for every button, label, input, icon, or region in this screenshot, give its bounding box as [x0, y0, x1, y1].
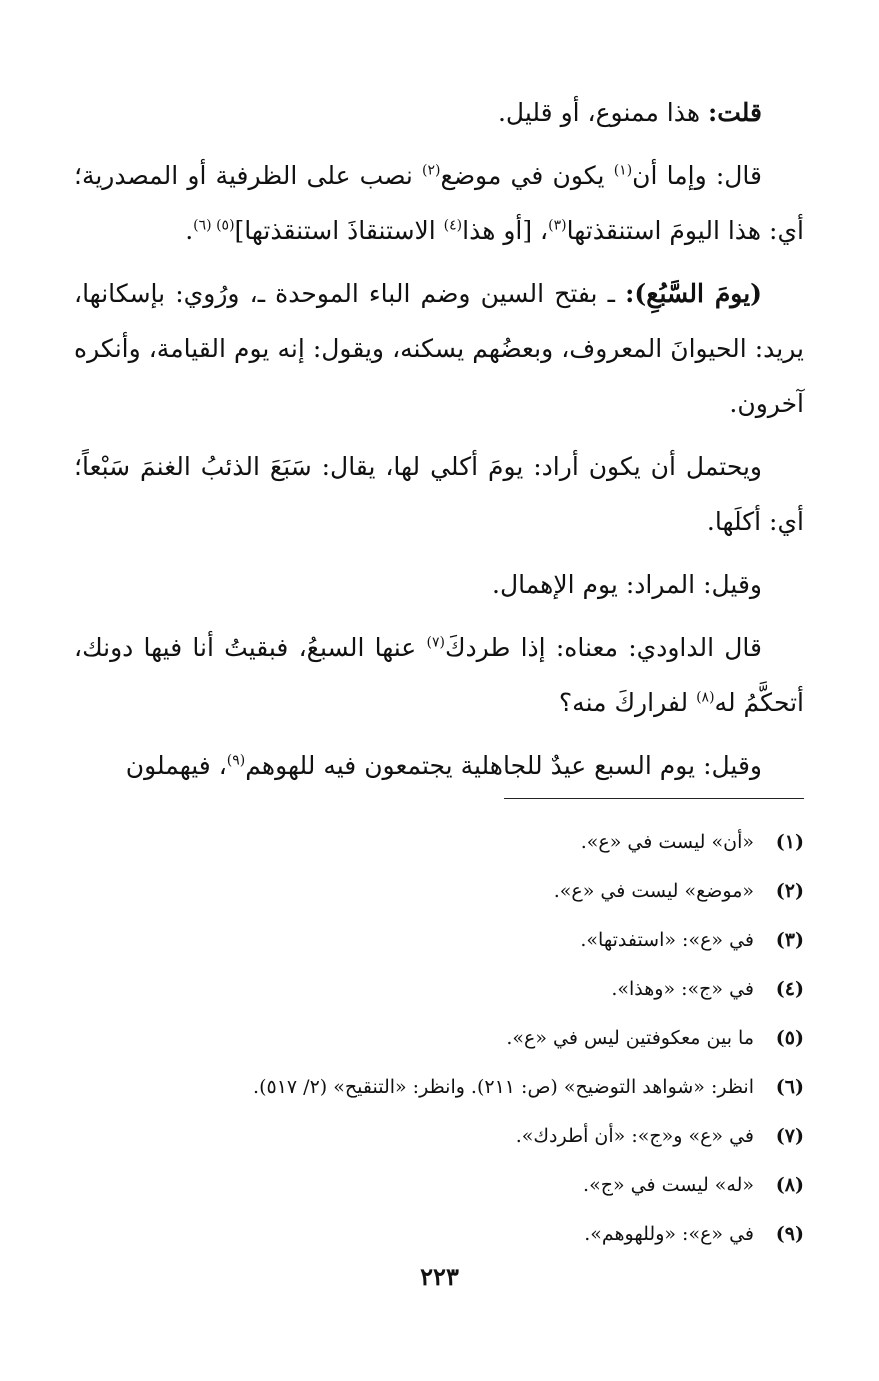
footnote-text: في «ع»: «وللهوهم».: [584, 1223, 754, 1245]
headword-yawm-alsabu: (يومَ السَّبُعِ):: [625, 279, 762, 308]
qult-label: قلت:: [707, 98, 762, 127]
footnote-ref[interactable]: (١): [613, 162, 633, 179]
footnote-text: «له» ليست في «ج».: [583, 1174, 754, 1196]
footnote-divider: [504, 798, 804, 799]
footnote-ref[interactable]: (٣): [548, 217, 567, 234]
text-run: الاستنقاذَ استنقذتها]: [234, 216, 444, 245]
footnote-ref[interactable]: (٨): [696, 689, 715, 706]
footnote-item: [74, 1161, 804, 1210]
footnotes-section: [74, 818, 804, 1259]
footnote-item: [74, 818, 804, 867]
footnote-text: في «ع»: «استفدتها».: [580, 929, 754, 951]
footnote-item: [74, 1112, 804, 1161]
main-text: [74, 85, 804, 793]
paragraph-2: [74, 148, 804, 258]
footnote-item: [74, 965, 804, 1014]
footnote-item: [74, 1014, 804, 1063]
text-run: ، فيهملون: [125, 751, 227, 780]
footnote-text: في «ج»: «وهذا».: [611, 978, 754, 1000]
text-run: وقيل: المراد: يوم الإهمال.: [492, 570, 762, 599]
text-run: عنها السبعُ، فبقيتُ أنا فيها دونك، أتحكَّمُ له: [74, 633, 804, 717]
footnote-item: [74, 867, 804, 916]
footnote-ref[interactable]: (٥): [216, 217, 235, 234]
footnote-ref[interactable]: (٢): [422, 162, 441, 179]
footnote-text: «موضع» ليست في «ع».: [553, 880, 754, 902]
footnote-ref[interactable]: (٤): [443, 217, 463, 234]
footnote-ref[interactable]: (٧): [426, 634, 445, 651]
text-run: ويحتمل أن يكون أراد: يومَ أكلي لها، يقال: سَبَعَ الذئبُ الغنمَ سَبْعاً؛ أي: أكلَها.: [74, 452, 804, 536]
footnote-number: (٣): [775, 929, 804, 951]
paragraph-3: [74, 266, 804, 431]
footnote-item: [74, 1063, 804, 1112]
text-run: يكون في موضع: [440, 161, 614, 190]
footnote-number: (٨): [775, 1174, 804, 1196]
text-run: قال: وإما أن: [632, 161, 762, 190]
footnote-text: «أن» ليست في «ع».: [580, 831, 754, 853]
footnote-number: (٩): [775, 1223, 804, 1245]
footnote-text: في «ع» و«ج»: «أن أطردك».: [515, 1125, 754, 1147]
footnote-number: (١): [775, 831, 804, 853]
paragraph-1-text: هذا ممنوع، أو قليل.: [497, 98, 708, 127]
page-number: ٢٢٣: [420, 1262, 459, 1291]
paragraph-6: [74, 620, 804, 730]
text-run: لفراركَ منه؟: [558, 688, 697, 717]
footnote-number: (٤): [775, 978, 804, 1000]
footnote-number: (٦): [775, 1076, 804, 1098]
footnote-number: (٢): [775, 880, 804, 902]
text-run: .: [185, 216, 194, 245]
footnote-ref[interactable]: (٦): [193, 217, 217, 234]
paragraph-5: [74, 557, 804, 612]
text-run: وقيل: يوم السبع عيدٌ للجاهلية يجتمعون فيه للهوهم: [245, 751, 762, 780]
footnote-number: (٥): [775, 1027, 804, 1049]
footnote-text: انظر: «شواهد التوضيح» (ص: ٢١١). وانظر: «التنقيح» (٢/ ٥١٧).: [253, 1076, 754, 1098]
footnote-text: ما بين معكوفتين ليس في «ع».: [506, 1027, 754, 1049]
footnote-item: [74, 1210, 804, 1259]
footnote-ref[interactable]: (٩): [226, 752, 246, 769]
paragraph-1: [74, 85, 804, 140]
text-run: قال الداودي: معناه: إذا طردكَ: [444, 633, 763, 662]
paragraph-7: [74, 738, 804, 793]
footnote-item: [74, 916, 804, 965]
text-run: ، [أو هذا: [462, 216, 549, 245]
text-run: ـ بفتح السين وضم الباء الموحدة ـ، ورُوي: بإسكانها، يريد: الحيوانَ المعروف، وبعضُهم يسكنه، ويقول: إنه يوم القيامة، وأنكره آخرون.: [74, 279, 804, 418]
text-run: نصب على الظرفية أو المصدرية؛ أي: هذا اليومَ استنقذتها: [74, 161, 804, 245]
footnote-number: (٧): [775, 1125, 804, 1147]
paragraph-4: [74, 439, 804, 549]
